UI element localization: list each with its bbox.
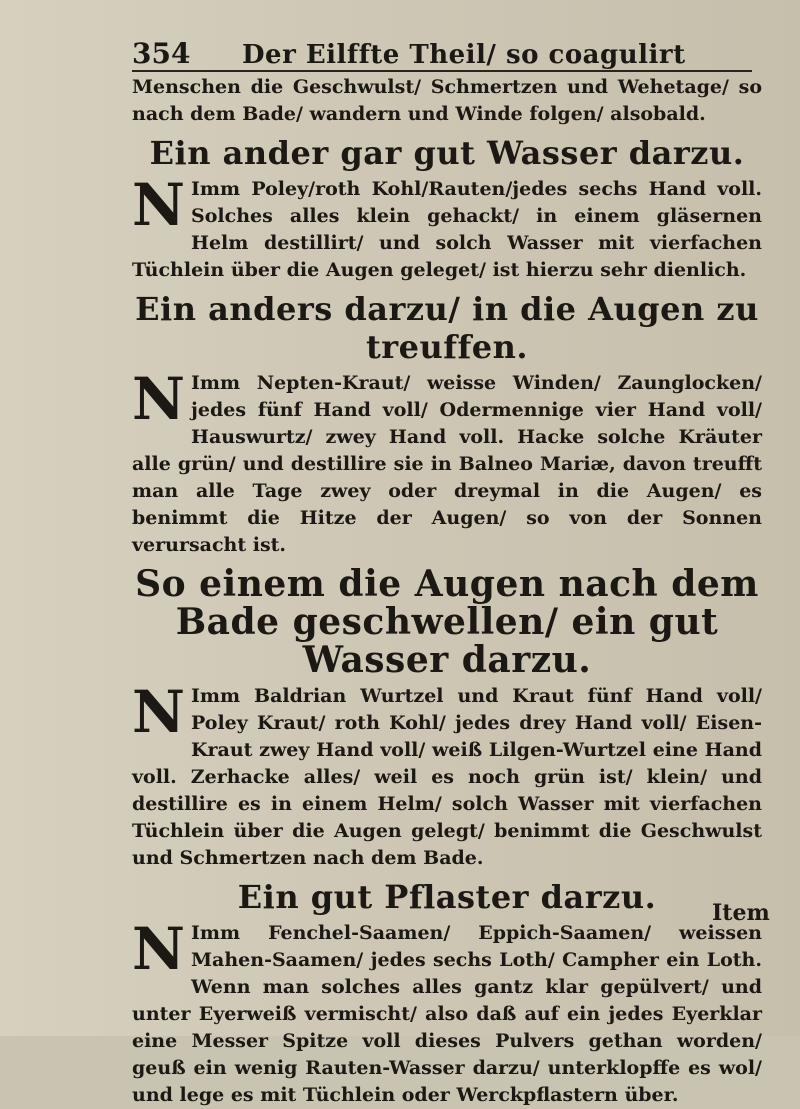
section-heading: Ein gut Pflaster darzu. — [237, 878, 657, 916]
paragraph-text: Imm Nepten-Kraut/ weisse Winden/ Zaunglocken/ jedes fünf Hand voll/ Odermennige vier Hand voll/ Hauswurtz/ zwey Hand voll. Hacke solche Kräuter alle grün/ und destillire sie in Balneo Mariæ, davon treufft man alle Tage zwey oder dreymal in die Augen/ es benimmt die Hitze der Augen/ so von der Sonnen verursacht ist. — [132, 372, 762, 556]
section-heading: So einem die Augen nach dem Bade geschwellen/ ein gut Wasser darzu. — [135, 563, 759, 681]
section-paragraph — [132, 171, 762, 284]
page-number: 354 — [132, 37, 191, 70]
catchword: Item — [712, 900, 770, 926]
section-paragraph — [132, 678, 762, 872]
paragraph-text: Imm Poley/roth Kohl/Rauten/jedes sechs Hand voll. Solches alles klein gehackt/ in einem gläsernen Helm destillirt/ und solch Wasser mit vierfachen Tüchlein über die Augen geleget/ ist hierzu sehr dienlich. — [132, 178, 762, 281]
intro-paragraph: Menschen die Geschwulst/ Schmertzen und Wehetage/ so nach dem Bade/ wandern und Winde folgen/ alsobald. — [132, 76, 762, 125]
section-heading: Ein anders darzu/ in die Augen zu treuffen. — [135, 290, 759, 366]
drop-cap: N — [132, 365, 186, 433]
section-heading: Ein ander gar gut Wasser darzu. — [149, 134, 745, 172]
paragraph-text: Imm Fenchel-Saamen/ Eppich-Saamen/ weissen Mahen-Saamen/ jedes sechs Loth/ Campher ein Loth. Wenn man solches alles gantz klar gepülvert/ und unter Eyerweiß vermischt/ also daß auf ein jedes Eyerklar eine Messer Spitze voll dieses Pulvers gethan worden/ geuß ein wenig Rauten-Wasser darzu/ unterklopffe es wol/ und lege es mit Tüchlein oder Werckpflastern über. — [132, 922, 762, 1106]
running-title: Der Eilffte Theil/ so coagulirt — [242, 40, 686, 70]
drop-cap: N — [132, 171, 186, 239]
drop-cap: N — [132, 678, 186, 746]
page-body — [132, 74, 762, 1109]
section-paragraph — [132, 915, 762, 1109]
section-paragraph — [132, 365, 762, 559]
page-header — [132, 34, 752, 72]
paragraph-text: Imm Baldrian Wurtzel und Kraut fünf Hand voll/ Poley Kraut/ roth Kohl/ jedes drey Hand voll/ Eisen-Kraut zwey Hand voll/ weiß Lilgen-Wurtzel eine Hand voll. Zerhacke alles/ weil es noch grün ist/ klein/ und destillire es in einem Helm/ solch Wasser mit vierfachen Tüchlein über die Augen gelegt/ benimmt die Geschwulst und Schmertzen nach dem Bade. — [132, 685, 762, 869]
drop-cap: N — [132, 915, 186, 983]
